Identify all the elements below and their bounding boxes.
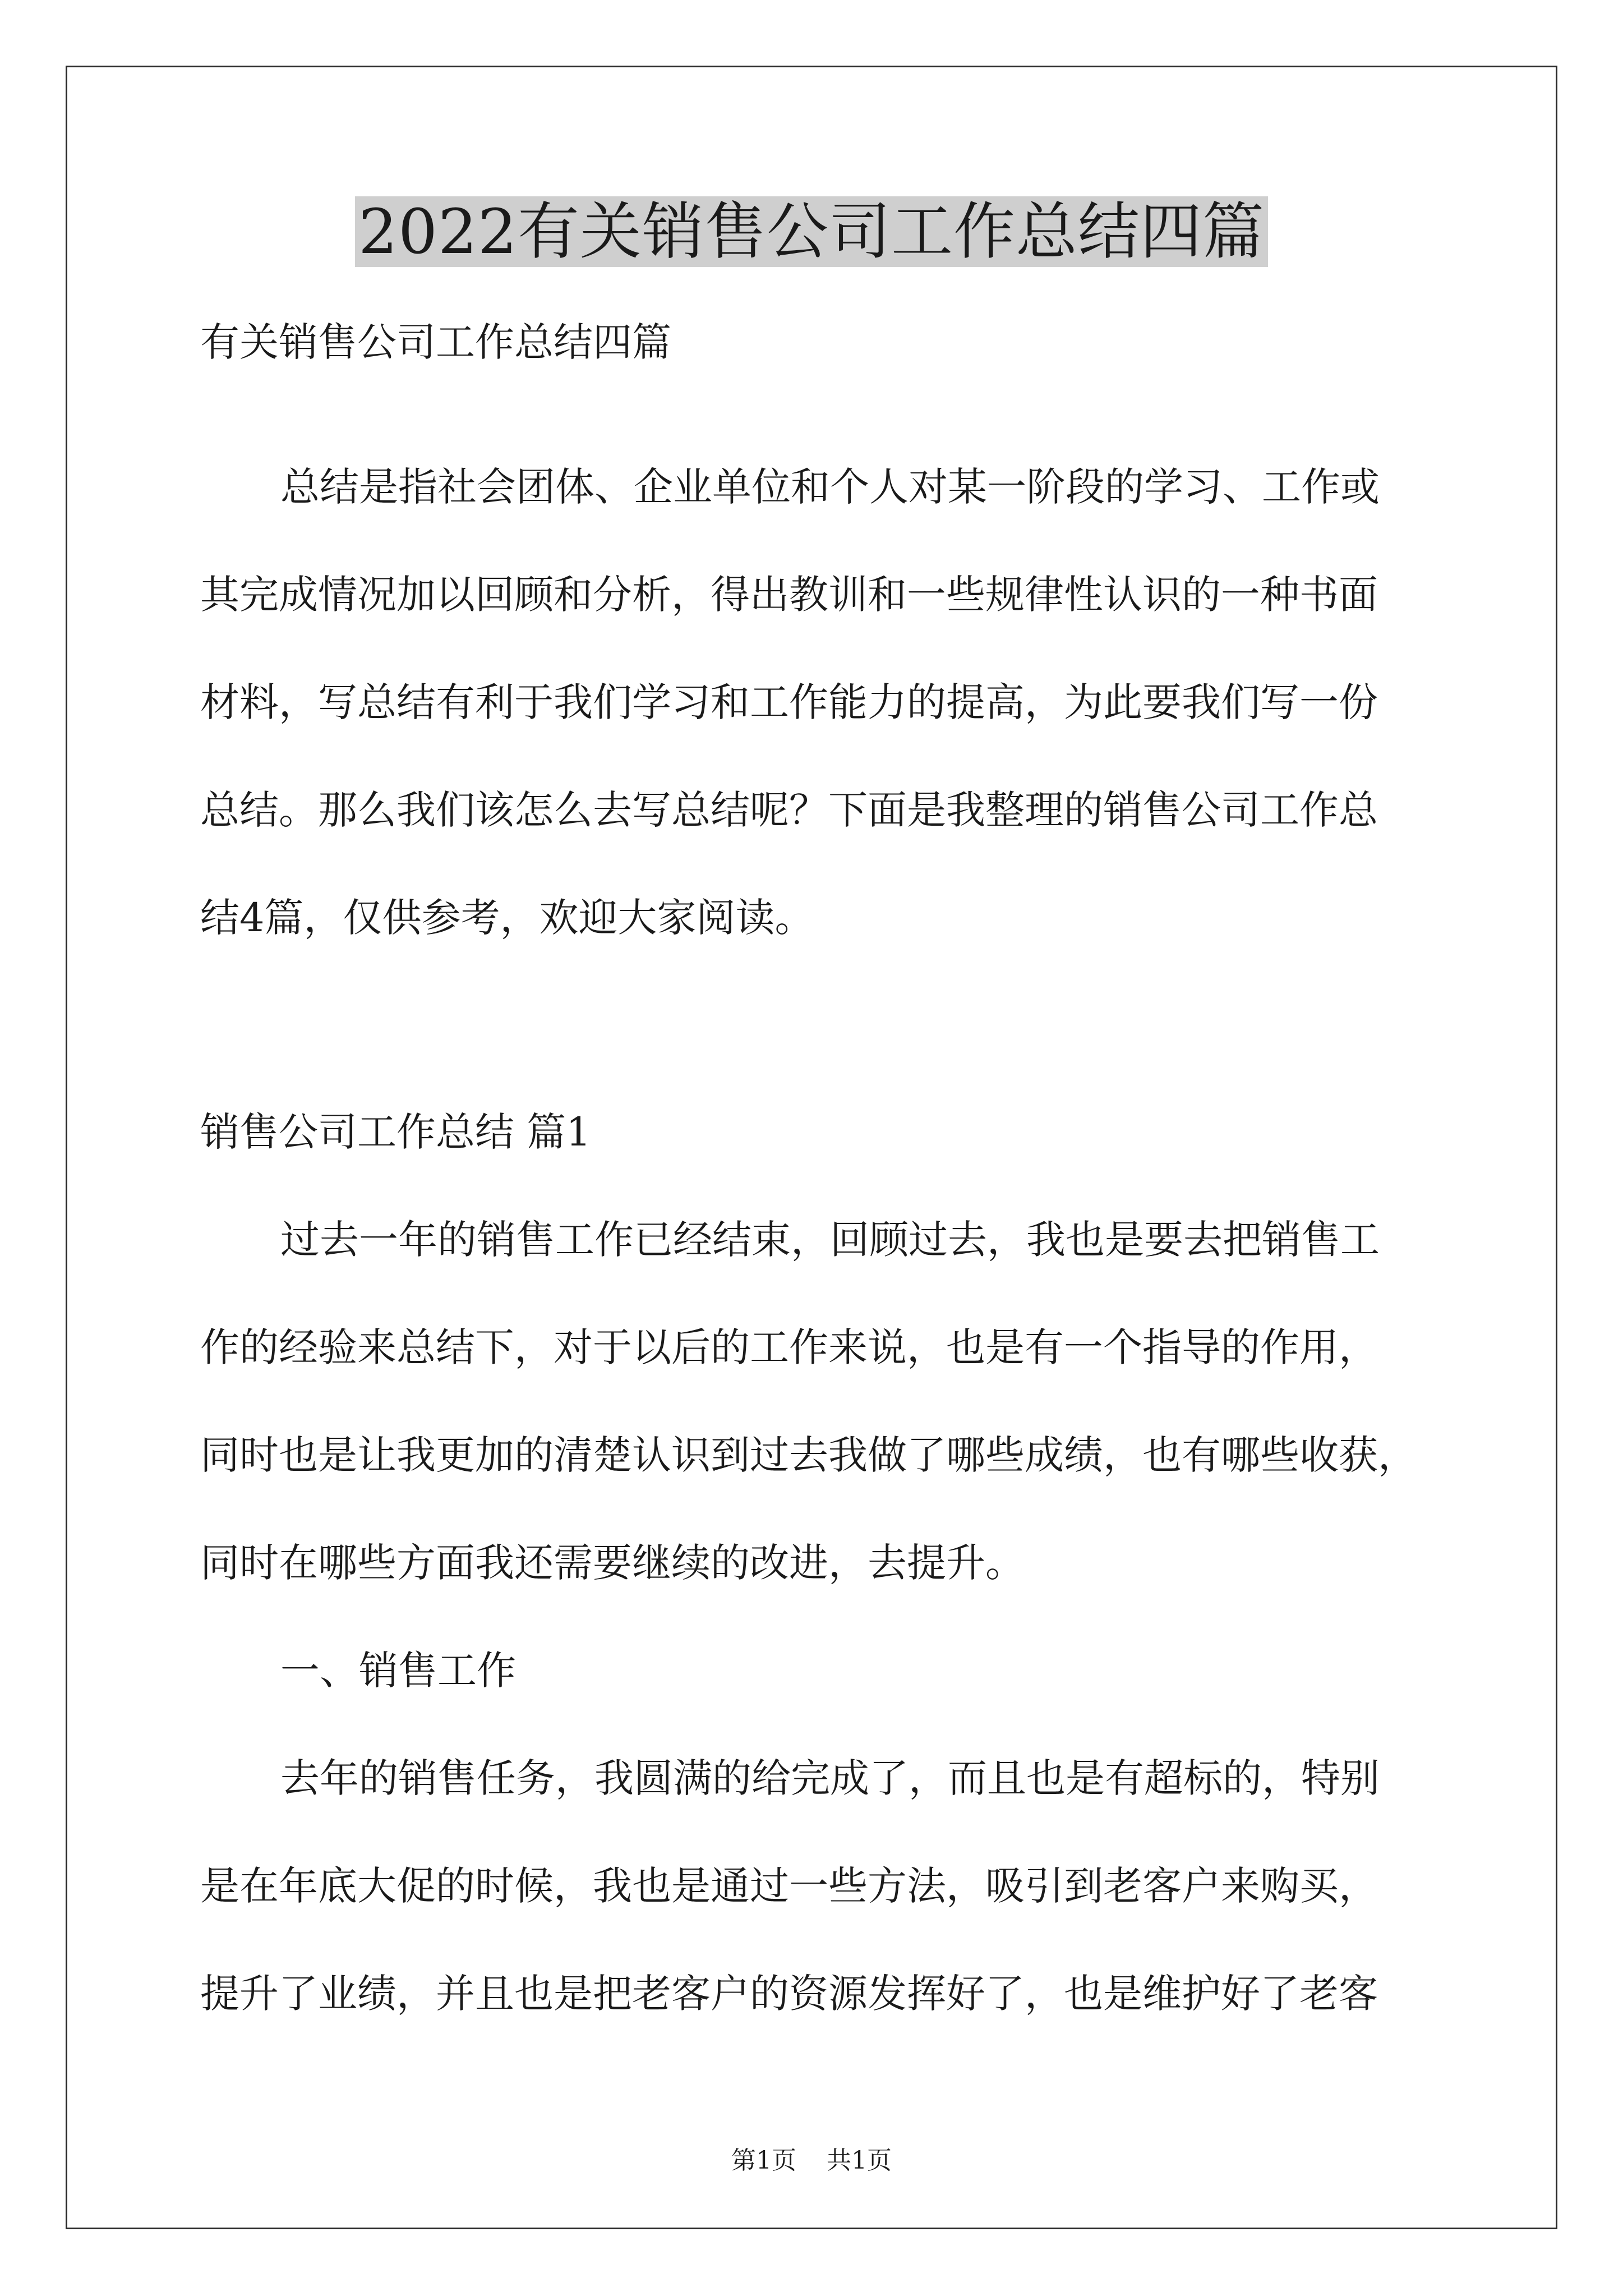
section-heading: 销售公司工作总结 篇1 [200, 1109, 591, 1155]
document-subtitle: 有关销售公司工作总结四篇 [200, 319, 671, 365]
subheading: 一、销售工作 [280, 1648, 516, 1694]
intro-line: 总结。那么我们该怎么去写总结呢？下面是我整理的销售公司工作总 [200, 787, 1378, 833]
document-title [0, 196, 1623, 267]
intro-line: 材料，写总结有利于我们学习和工作能力的提高，为此要我们写一份 [200, 679, 1378, 725]
page-total: 共1页 [827, 2146, 892, 2175]
paragraph-line: 同时也是让我更加的清楚认识到过去我做了哪些成绩，也有哪些收获， [200, 1432, 1417, 1478]
intro-line: 其完成情况加以回顾和分析，得出教训和一些规律性认识的一种书面 [200, 572, 1378, 618]
intro-line: 总结是指社会团体、企业单位和个人对某一阶段的学习、工作或 [280, 464, 1380, 510]
paragraph-line: 去年的销售任务，我圆满的给完成了，而且也是有超标的，特别 [280, 1755, 1380, 1801]
document-title-text: 2022有关销售公司工作总结四篇 [355, 196, 1268, 267]
intro-line: 结4篇，仅供参考，欢迎大家阅读。 [200, 895, 814, 941]
paragraph-line: 作的经验来总结下，对于以后的工作来说，也是有一个指导的作用， [200, 1324, 1378, 1370]
paragraph-line: 过去一年的销售工作已经结束，回顾过去，我也是要去把销售工 [280, 1217, 1380, 1263]
page-footer [0, 2140, 1623, 2176]
paragraph-line: 提升了业绩，并且也是把老客户的资源发挥好了，也是维护好了老客 [200, 1971, 1378, 2017]
paragraph-line: 同时在哪些方面我还需要继续的改进，去提升。 [200, 1540, 1025, 1586]
paragraph-line: 是在年底大促的时候，我也是通过一些方法，吸引到老客户来购买， [200, 1863, 1378, 1909]
page-number: 第1页 [731, 2146, 796, 2175]
